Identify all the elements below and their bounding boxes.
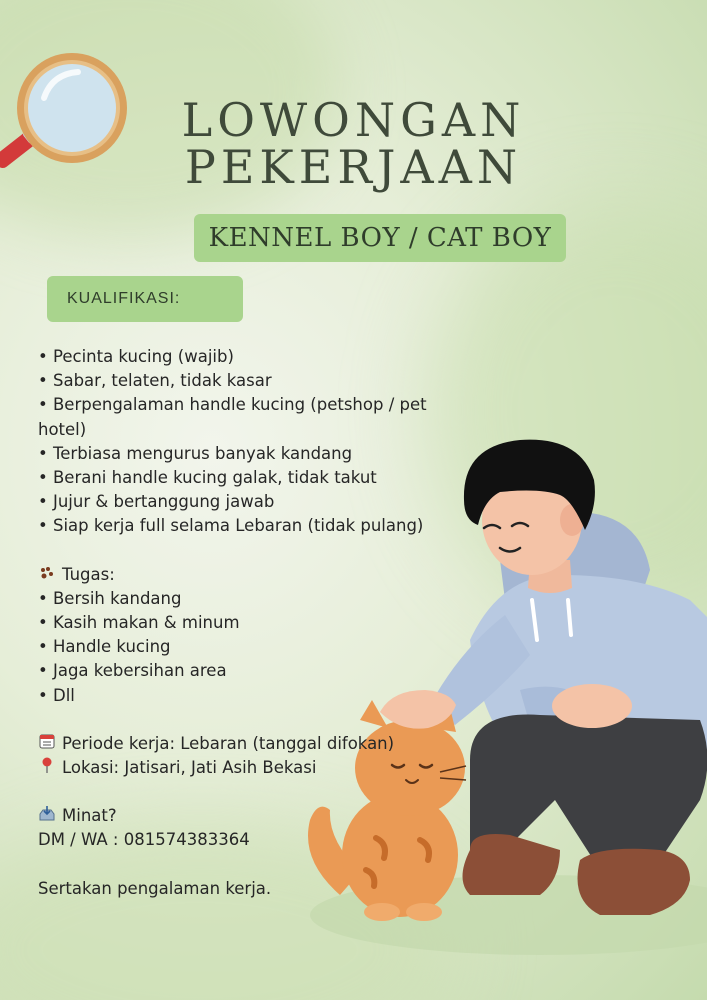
qualifications-list xyxy=(38,345,468,539)
job-title-badge: KENNEL BOY / CAT BOY xyxy=(194,214,566,262)
list-item: • Jujur & bertanggung jawab xyxy=(38,492,275,512)
list-item-text: Siap kerja full selama Lebaran (tidak pulang) xyxy=(52,516,424,536)
contact-heading xyxy=(38,804,468,828)
list-item-text: Kasih makan & minum xyxy=(52,613,240,633)
location xyxy=(38,756,468,780)
poster-body xyxy=(38,345,468,901)
list-item-text: Jaga kebersihan area xyxy=(52,661,227,681)
list-item: • Berpengalaman handle kucing (petshop / pet hotel) xyxy=(38,395,427,439)
list-item: • Pecinta kucing (wajib) xyxy=(38,347,234,366)
list-item-text: Berani handle kucing galak, tidak takut xyxy=(52,468,377,488)
poster-title-line1: LOWONGAN xyxy=(181,93,526,147)
paw-prints-icon xyxy=(38,563,56,587)
list-item: • Sabar, telaten, tidak kasar xyxy=(38,371,272,391)
calendar-icon xyxy=(38,732,56,756)
qualifications-heading: KUALIFIKASI: xyxy=(47,276,243,322)
list-item: • Siap kerja full selama Lebaran (tidak pulang) xyxy=(38,516,424,536)
list-item: • Dll xyxy=(38,685,75,705)
list-item: • Kasih makan & minum xyxy=(38,613,240,633)
list-item-text: Handle kucing xyxy=(52,637,171,657)
list-item: • Berani handle kucing galak, tidak takut xyxy=(38,468,377,488)
poster-title-line2: PEKERJAAN xyxy=(184,140,523,194)
contact-heading-text: Minat? xyxy=(62,806,117,826)
work-period xyxy=(38,732,468,756)
list-item-text: Sabar, telaten, tidak kasar xyxy=(52,371,272,391)
list-item-text: Bersih kandang xyxy=(52,588,182,608)
list-item-text: Jujur & bertanggung jawab xyxy=(52,492,275,512)
work-period-text: Periode kerja: Lebaran (tanggal difokan) xyxy=(62,733,395,753)
inbox-tray-icon xyxy=(38,804,56,828)
list-item: • Bersih kandang xyxy=(38,588,182,608)
tasks-heading-text: Tugas: xyxy=(62,564,115,584)
tasks-section xyxy=(38,563,468,708)
note-text: Sertakan pengalaman kerja. xyxy=(38,878,272,898)
list-item: • Handle kucing xyxy=(38,637,171,657)
tasks-heading xyxy=(38,563,468,587)
list-item: • Terbiasa mengurus banyak kandang xyxy=(38,443,353,463)
list-item-text: Dll xyxy=(52,685,75,705)
pin-icon xyxy=(38,756,56,780)
contact-line: DM / WA : 081574383364 xyxy=(38,830,250,850)
list-item: • Jaga kebersihan area xyxy=(38,661,227,681)
list-item-text: Terbiasa mengurus banyak kandang xyxy=(52,443,353,463)
location-text: Lokasi: Jatisari, Jati Asih Bekasi xyxy=(62,758,317,778)
list-item-text: Berpengalaman handle kucing (petshop / pet hotel) xyxy=(38,395,427,439)
list-item-text: Pecinta kucing (wajib) xyxy=(52,347,234,366)
